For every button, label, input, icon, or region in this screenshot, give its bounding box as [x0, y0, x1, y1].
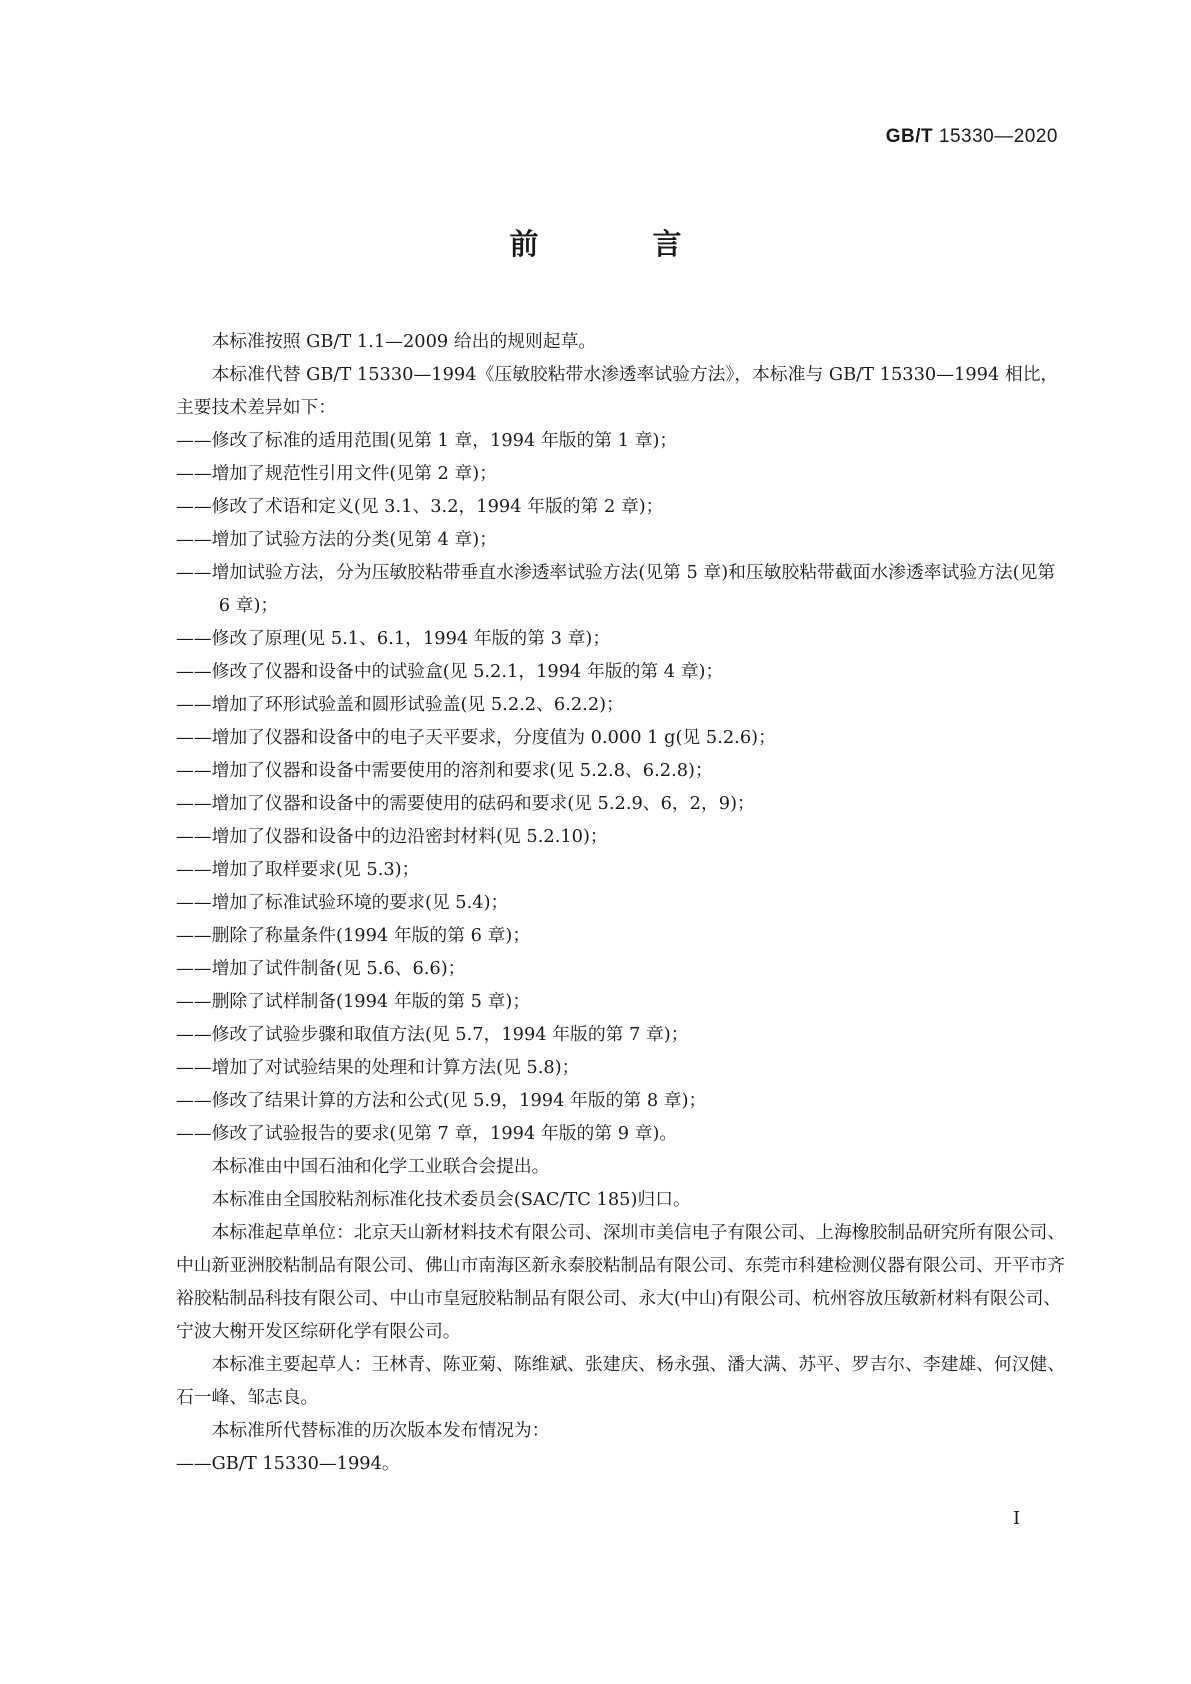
change-list-item: ——修改了原理(见 5.1、6.1，1994 年版的第 3 章)； [176, 628, 611, 649]
page-number: I [1013, 1508, 1021, 1529]
standard-number: 15330—2020 [938, 126, 1058, 147]
paragraph: 本标准由中国石油和化学工业联合会提出。 [211, 1156, 550, 1177]
paragraph: 本标准起草单位：北京天山新材料技术有限公司、深圳市美信电子有限公司、上海橡胶制品研究所有限公司、中山新亚洲胶粘制品有限公司、佛山市南海区新永泰胶粘制品有限公司、东莞市科建检测仪器有限公司、开平市齐裕胶粘制品科技有限公司、中山市皇冠胶粘制品有限公司、永大(中山)有限公司、杭州容放压敏新材料有限公司、宁波大榭开发区综研化学有限公司。 [176, 1222, 1066, 1342]
change-list-item: ——增加了仪器和设备中的电子天平要求，分度值为 0.000 1 g(见 5.2.6)； [176, 727, 776, 748]
change-list-item: ——修改了试验报告的要求(见第 7 章，1994 年版的第 9 章)。 [176, 1123, 678, 1144]
change-list-item: ——增加了仪器和设备中的边沿密封材料(见 5.2.10)； [176, 826, 608, 847]
paragraph: 本标准由全国胶粘剂标准化技术委员会(SAC/TC 185)归口。 [211, 1189, 691, 1210]
document-number [886, 126, 1058, 148]
change-list-item: ——修改了标准的适用范围(见第 1 章，1994 年版的第 1 章)； [176, 430, 678, 451]
change-list-item: ——删除了试样制备(1994 年版的第 5 章)； [176, 991, 531, 1012]
change-list-item: ——修改了结果计算的方法和公式(见 5.9，1994 年版的第 8 章)； [176, 1090, 707, 1111]
page-title: 前 言 [509, 227, 734, 261]
change-list-item: ——增加了仪器和设备中的需要使用的砝码和要求(见 5.2.9、6，2，9)； [176, 793, 755, 814]
change-list-item: ——增加了试验方法的分类(见第 4 章)； [176, 529, 497, 550]
change-list-item: ——修改了仪器和设备中的试验盒(见 5.2.1，1994 年版的第 4 章)； [176, 661, 724, 682]
paragraph: 本标准代替 GB/T 15330—1994《压敏胶粘带水渗透率试验方法》，本标准与 GB/T 15330—1994 相比，主要技术差异如下： [176, 364, 1059, 418]
foreword-body [176, 325, 1070, 1480]
standard-code: GB/T [885, 126, 934, 147]
change-list-item: ——增加了仪器和设备中需要使用的溶剂和要求(见 5.2.8、6.2.8)； [176, 760, 713, 781]
paragraph: 本标准主要起草人：王林青、陈亚菊、陈维斌、张建庆、杨永强、潘大满、苏平、罗吉尔、李建雄、何汉健、石一峰、邹志良。 [176, 1354, 1066, 1408]
change-list-item: ——GB/T 15330—1994。 [176, 1453, 400, 1474]
change-list-item: ——增加了规范性引用文件(见第 2 章)； [176, 463, 497, 484]
change-list-item: ——修改了试验步骤和取值方法(见 5.7，1994 年版的第 7 章)； [176, 1024, 689, 1045]
change-list-item: ——增加了取样要求(见 5.3)； [176, 859, 420, 880]
change-list-item: ——修改了术语和定义(见 3.1、3.2，1994 年版的第 2 章)； [176, 496, 664, 517]
change-list-item: ——增加了环形试验盖和圆形试验盖(见 5.2.2、6.2.2)； [176, 694, 624, 715]
change-list-item: ——增加了对试验结果的处理和计算方法(见 5.8)； [176, 1057, 580, 1078]
paragraph: 本标准所代替标准的历次版本发布情况为： [211, 1420, 550, 1441]
change-list-item: ——增加了试件制备(见 5.6、6.6)； [176, 958, 466, 979]
change-list-item: ——删除了称量条件(1994 年版的第 6 章)； [176, 925, 531, 946]
change-list-item: ——增加试验方法，分为压敏胶粘带垂直水渗透率试验方法(见第 5 章)和压敏胶粘带截面水渗透率试验方法(见第 6 章)； [176, 562, 1056, 616]
change-list-item: ——增加了标准试验环境的要求(见 5.4)； [176, 892, 509, 913]
paragraph: 本标准按照 GB/T 1.1—2009 给出的规则起草。 [211, 331, 597, 352]
